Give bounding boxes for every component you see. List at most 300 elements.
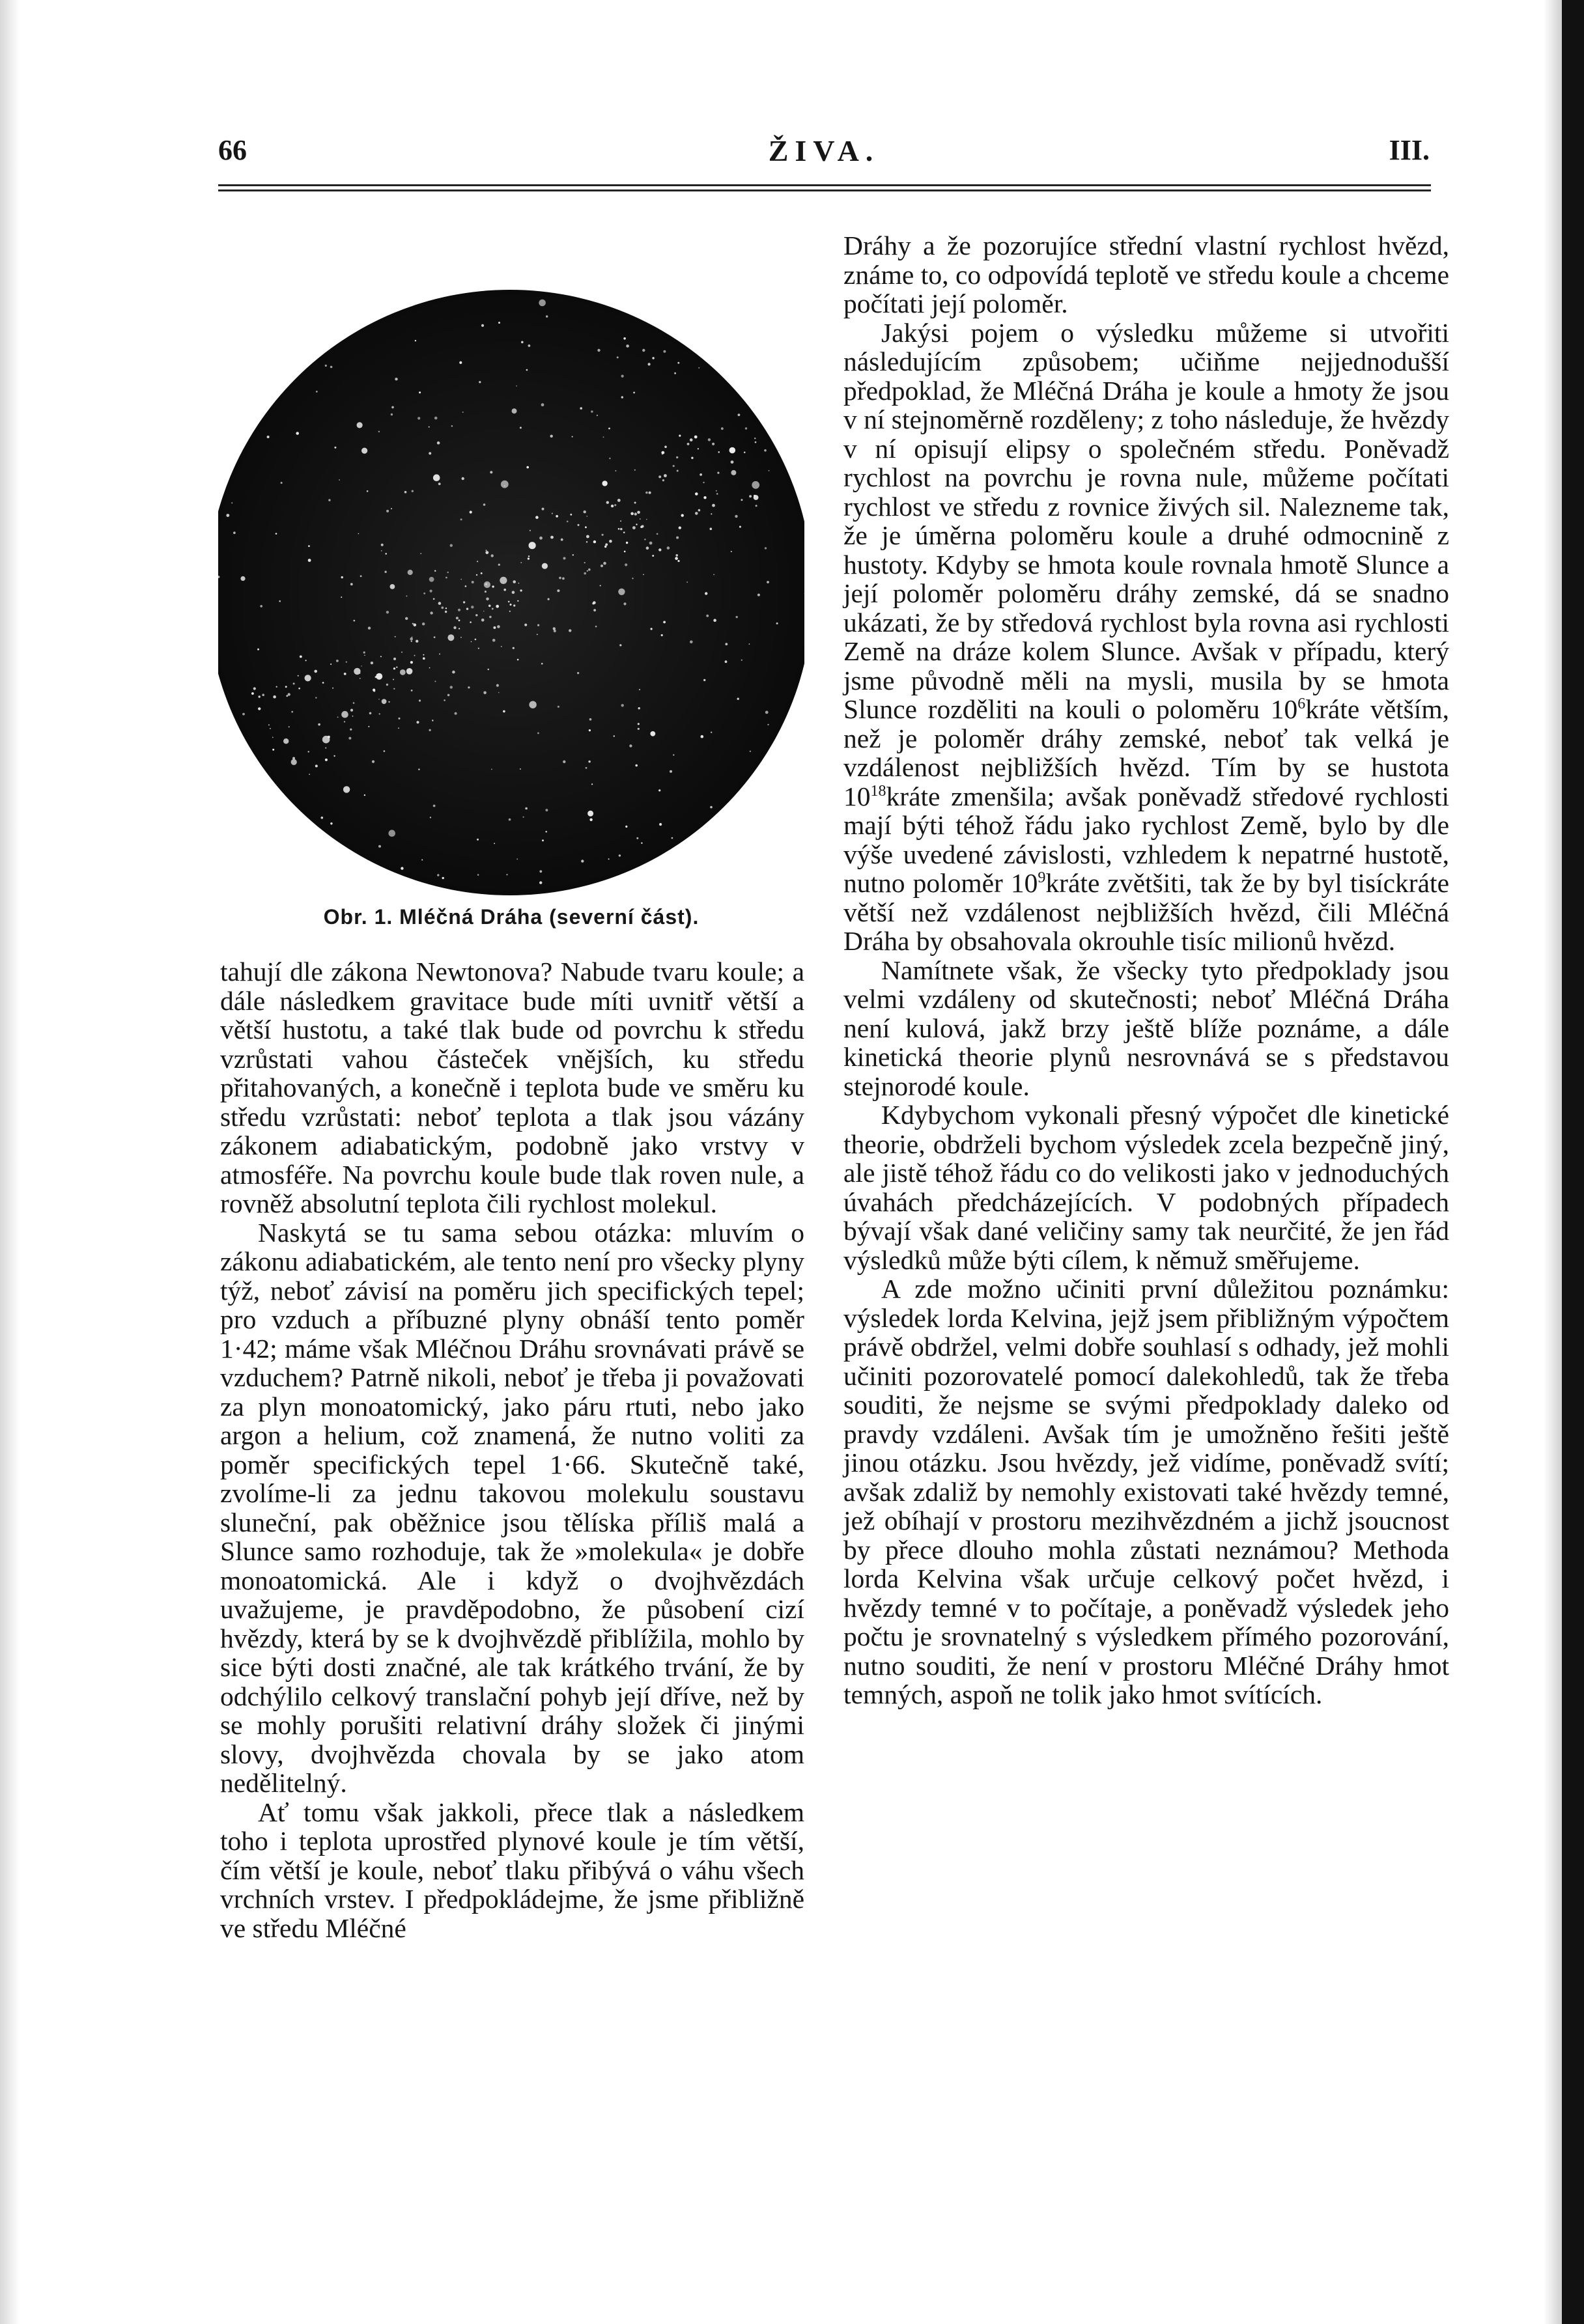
star [553,627,556,630]
star [483,503,486,506]
star [636,524,637,525]
star [550,536,554,539]
star [636,837,638,839]
star [649,542,653,545]
section-number: III. [1389,134,1430,166]
right-paragraph-2 [843,318,1449,956]
star [262,693,264,696]
star [623,337,626,340]
star [315,764,318,767]
star [703,496,706,499]
star [557,589,559,592]
star [242,713,245,716]
star [445,611,447,613]
star [670,770,672,773]
star [649,492,651,494]
star [393,667,395,669]
star [563,557,566,559]
star [429,667,431,669]
star [520,562,522,563]
star [609,458,610,459]
star [423,654,424,656]
star [661,451,664,455]
star [419,699,421,701]
star [330,664,332,665]
star [717,472,719,474]
star [322,682,324,684]
star [276,686,277,688]
star [452,671,455,674]
star [305,675,311,681]
star [471,641,472,643]
star [458,609,460,611]
star [412,623,414,624]
star [437,874,439,876]
left-column [220,957,804,1942]
star [769,470,770,471]
star [429,577,434,582]
star [605,543,608,546]
star [589,729,591,731]
star [260,605,262,608]
star [446,577,447,579]
star [400,669,406,675]
star [640,518,641,520]
star [414,623,417,626]
star [558,706,559,708]
star [477,561,478,562]
star [477,874,479,876]
star [677,470,679,472]
star [588,761,590,763]
star [745,427,747,429]
star [363,651,365,653]
star [673,754,674,755]
star [496,684,499,687]
star [396,667,397,668]
star [537,634,538,636]
star [492,585,494,587]
star [388,701,389,703]
star [481,572,483,574]
star [541,663,543,665]
star [635,764,638,767]
star [646,519,647,520]
star [475,614,477,616]
star [333,755,335,757]
star [643,574,644,576]
star [305,660,307,661]
star [462,477,464,480]
star [343,786,350,792]
star [484,581,490,588]
star [485,583,487,585]
star [638,723,640,725]
star [401,867,403,869]
star [393,679,394,680]
star [632,578,633,579]
star [621,704,624,707]
star [401,652,403,653]
star [731,551,732,552]
star [315,697,317,698]
star [626,542,628,544]
star [466,608,468,609]
star [573,554,574,555]
star [360,678,361,679]
star [701,735,704,738]
journal-title: ŽIVA. [768,134,880,167]
star [358,533,360,535]
star [539,537,543,540]
star [754,495,756,497]
star [698,448,699,449]
star [716,493,718,495]
star [528,555,530,557]
star [614,504,616,506]
star [291,711,293,713]
star [626,344,629,348]
star [588,568,591,571]
star [489,616,492,619]
milky-way-figure [218,257,804,951]
star [754,438,756,439]
star [736,616,738,618]
star [718,451,720,453]
star [545,831,547,833]
star [350,583,353,585]
star [646,546,649,550]
star [508,601,510,603]
star [659,823,662,826]
star [529,542,536,549]
star [259,695,261,697]
star [325,748,326,749]
star [663,350,666,353]
star [460,518,462,520]
star [384,750,386,752]
star [286,695,288,697]
star [517,659,519,661]
star [341,596,342,598]
star [516,385,517,387]
star [388,830,395,837]
star [541,403,544,406]
star [451,425,453,427]
star [630,512,634,516]
star [539,300,546,307]
star [640,525,643,528]
star [289,726,290,727]
star [749,495,752,497]
star [513,647,515,649]
star [674,372,676,374]
star [476,574,477,576]
star [520,427,522,428]
star [330,366,333,369]
star [321,817,324,819]
star [491,769,492,770]
running-header [218,133,1430,179]
star [537,733,539,735]
star [360,575,362,577]
star [712,504,715,507]
star [462,412,464,413]
star [441,606,444,609]
star [663,621,666,624]
star [316,391,318,393]
star [485,550,487,551]
star [337,717,339,718]
star [617,499,621,502]
star [465,585,467,587]
star [414,655,416,656]
star [348,737,351,740]
star [658,548,661,551]
star [725,643,728,645]
right-column [843,231,1449,1709]
star [456,617,459,619]
star [637,511,640,514]
star [650,731,655,736]
star [706,615,709,617]
star [677,362,679,364]
right-paragraph-4: Kdybychom vykonali přesný výpočet dle kinetické theorie, obdrželi bychom výsledek zcela bezpečně jiný, ale jistě téhož řádu co do velikosti jako v jednoduchých úvahách předcházejících. V podobných případech bývají však dané veličiny samy tak neurčité, že jen řád výsledků může býti cílem, k němuž směřujeme. [843,1100,1449,1275]
star [446,608,447,609]
star [501,646,502,647]
star [353,702,355,704]
star [764,449,767,452]
star [542,508,544,511]
right-paragraph-5: A zde možno učiniti první důležitou poznámku: výsledek lorda Kelvina, jejž jsem přibližným výpočtem právě obdržel, velmi dobře souhlasí s odhady, jež mohli učiniti pozorovatelé pomocí dalekohledů, tak že třeba souditi, že nejsme se svými předpoklady daleko od pravdy vzdáleni. Avšak tím je umožněno řešiti ještě jinou otázku. Jsou hvězdy, jež vidíme, poněvadž svítí; avšak zdaliž by nemohly existovati také hvězdy temné, jež obíhají v prostoru mezihvězdném a jichž jsoucnost by přece dlouho mohla zůstati neznámou? Methoda lorda Kelvina však určuje celkový počet hvězd, i hvězdy temné v to počítaje, a poněvadž výsledek jeho počtu je srovnatelný s výsledkem přímého pozorování, nutno souditi, že není v prostoru Mléčné Dráhy hmot temných, aspoň ne tolik jako hmot svítících. [843,1274,1449,1709]
star [493,626,496,629]
star [437,441,440,445]
star [703,482,704,483]
star [520,589,522,591]
star [503,710,505,713]
star [281,482,283,484]
star [391,508,392,509]
star [423,593,425,595]
star [292,757,295,760]
star [309,774,310,775]
star [463,601,465,603]
star [542,563,548,569]
star [569,629,571,632]
star [620,528,623,531]
star [589,718,592,721]
star [737,698,739,700]
star [741,660,742,661]
star [729,447,736,454]
star [657,533,658,535]
star [350,709,353,712]
star [420,553,421,554]
star [357,422,363,428]
star [498,564,500,566]
star [577,672,579,674]
star [459,361,462,364]
star [308,559,311,562]
star [376,673,382,680]
star [592,602,594,604]
star [257,649,259,651]
star [433,598,435,600]
star [418,768,419,770]
star [412,637,413,638]
star [393,688,395,690]
star [430,590,432,593]
star [408,570,413,575]
right-paragraph-3: Namítnete však, že všecky tyto předpoklady jsou velmi vzdáleny od skutečnosti; neboť Mléčná Dráha není kulová, jakž brzy ještě blíže poznáme, a dále kinetická theorie plynů nesrovnává se s představou stejnorodé koule. [843,955,1449,1101]
star [442,877,444,879]
star [597,415,598,416]
star [675,554,678,557]
star [698,509,701,512]
star [468,686,470,688]
star [512,591,515,594]
star [765,711,769,714]
header-rule-bottom [218,189,1431,191]
star [354,620,356,622]
star [272,737,274,738]
right-paragraph-1: Dráhy a že pozorujíce střední vlastní rychlost hvězd, známe to, co odpovídá teplotě ve středu koule a chceme počítati její poloměr. [843,231,1449,318]
star [537,624,539,626]
star [731,470,736,475]
star [391,413,393,415]
star [268,724,270,725]
star [584,572,586,575]
star [700,473,702,476]
star [602,534,604,536]
star [226,514,229,517]
star [485,551,488,554]
star [233,531,236,534]
star [690,641,693,644]
star [341,576,343,578]
star [608,858,610,860]
star [651,628,653,630]
star [415,340,416,341]
star [373,689,375,692]
star [491,554,494,557]
star [642,349,645,352]
star [270,728,271,729]
star [609,540,612,543]
header-rule-top [218,184,1431,186]
star [652,357,654,359]
star [447,694,450,697]
star [483,611,485,612]
star [429,729,431,731]
star [479,381,481,383]
star [691,457,693,459]
star [690,438,693,441]
star [367,490,369,492]
star [361,448,367,454]
star [638,707,640,709]
star [450,544,453,547]
star [279,600,281,602]
star [378,431,380,432]
star [731,460,734,464]
star [272,749,274,751]
star [416,721,419,723]
star [679,526,681,529]
star [705,592,707,595]
star [550,435,553,438]
star [559,577,561,580]
star [386,611,389,613]
star [686,581,688,583]
right-paragraph-2-part-c: kráte zmenšila; avšak poněvadž středové rychlosti mají býti téhož řádu jako rychlost Země, bylo by dle výše uvedené závislosti, vzhledem k nepatrné hustotě, nutno poloměr 10 [843,781,1449,898]
star [430,611,432,614]
star [625,563,627,566]
star [562,578,565,580]
star [341,711,348,718]
star [652,555,654,557]
star [539,870,542,873]
star [500,577,507,584]
star [447,634,454,641]
star [621,375,624,378]
star [545,809,548,811]
star [634,512,637,515]
star [528,344,531,347]
star [593,540,596,543]
star [739,526,741,528]
star [336,660,339,662]
star [447,572,449,573]
star [620,520,621,522]
star [632,526,636,529]
star [300,656,302,658]
star [460,637,462,638]
star [382,699,387,704]
star [615,470,617,471]
star [416,640,418,643]
star [744,451,746,453]
star [434,636,436,638]
star [483,692,487,695]
star [411,690,413,692]
star [364,655,365,656]
star [554,630,556,632]
star [586,541,587,542]
star [434,570,436,572]
star [404,491,407,494]
star [417,417,420,419]
star [406,668,413,675]
star [455,712,457,715]
star [581,860,584,862]
star [381,550,382,552]
star [395,636,396,637]
star [644,539,645,540]
star [521,341,524,344]
star [589,819,592,821]
star [273,695,276,699]
star [713,574,714,576]
star [572,436,573,438]
star [661,634,663,636]
star [708,438,711,441]
star [523,817,524,818]
star [410,661,413,664]
star [386,684,388,686]
star [711,513,712,514]
star [364,794,365,796]
